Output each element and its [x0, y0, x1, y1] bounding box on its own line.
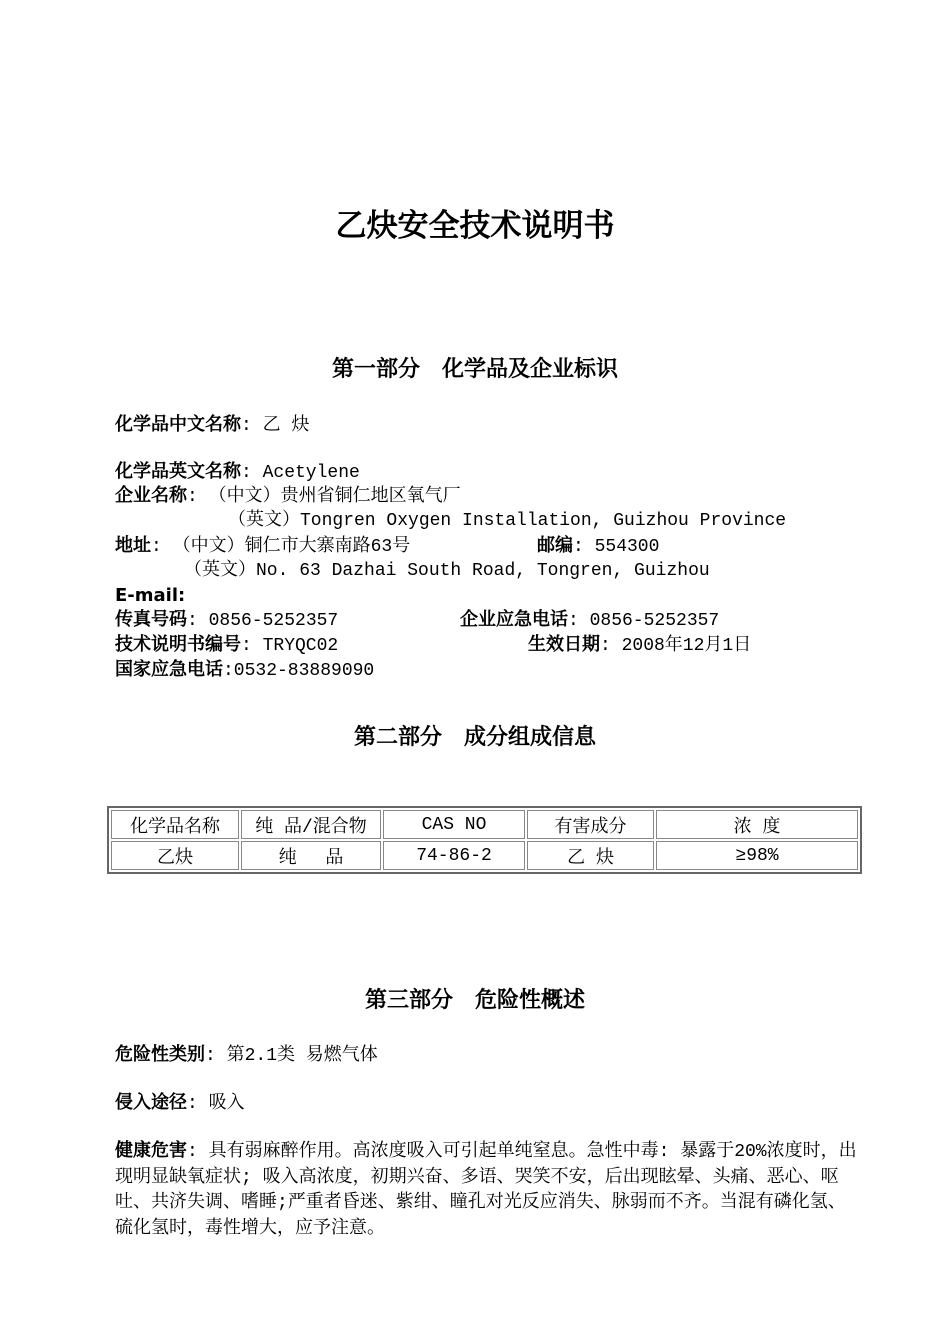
document-title: 乙炔安全技术说明书 [335, 208, 615, 244]
en-name-value: : Acetylene [241, 463, 360, 483]
emergency-label: 企业应急电话 [460, 609, 568, 630]
fax-line [115, 608, 338, 633]
table-cell: 乙炔 [111, 841, 239, 870]
address-cn-value: : （中文）铜仁市大寨南路63号 [151, 537, 411, 557]
spec-no-line [115, 633, 338, 658]
national-emergency-line [115, 658, 374, 683]
national-emergency-value: :0532-83889090 [223, 661, 375, 681]
table-header-cell: CAS NO [383, 810, 525, 839]
section-1-title: 第一部分 化学品及企业标识 [331, 357, 618, 382]
section-2-title: 第二部分 成分组成信息 [353, 725, 596, 750]
table-header-cell: 有害成分 [527, 810, 654, 839]
spec-no-label: 技术说明书编号 [115, 634, 241, 655]
national-emergency-label: 国家应急电话 [115, 659, 223, 680]
table-cell: ≥98% [656, 841, 858, 870]
table-header-cell: 纯 品/混合物 [241, 810, 381, 839]
section-3-title: 第三部分 危险性概述 [364, 988, 585, 1013]
health-hazard-paragraph [115, 1139, 860, 1241]
address-label: 地址 [115, 535, 151, 556]
hazard-class-value: : 第2.1类 易燃气体 [205, 1046, 378, 1066]
postcode-label: 邮编 [537, 535, 573, 556]
postcode-line [537, 534, 659, 559]
spec-no-value: : TRYQC02 [241, 636, 339, 656]
health-hazard-value: : 具有弱麻醉作用。高浓度吸入可引起单纯窒息。急性中毒: 暴露于20%浓度时，出现明显缺氧症状; 吸入高浓度，初期兴奋、多语、哭笑不安，后出现眩晕、头痛、恶心、呕吐、共济失调、嗜睡;严重者昏迷、紫绀、瞳孔对光反应消失、脉弱而不齐。当混有磷化氢、硫化氢时，毒性增大，应予注意。 [115, 1142, 857, 1239]
address-en-value: （英文）No. 63 Dazhai South Road, Tongren, Guizhou [184, 561, 710, 581]
cn-name-label: 化学品中文名称 [115, 414, 241, 435]
table-row [111, 841, 858, 870]
effective-date-label: 生效日期 [528, 634, 600, 655]
table-cell: 乙 炔 [527, 841, 654, 870]
composition-table [107, 806, 862, 874]
cn-name-value: : 乙 炔 [241, 416, 310, 436]
postcode-value: : 554300 [573, 537, 660, 557]
address-line [115, 534, 410, 559]
company-label: 企业名称 [115, 485, 187, 506]
email-label: E-mail: [115, 585, 186, 606]
table-header-cell: 浓 度 [656, 810, 858, 839]
cn-name-line [115, 413, 309, 438]
emergency-value: : 0856-5252357 [568, 611, 720, 631]
table-cell: 74-86-2 [383, 841, 525, 870]
company-line [115, 484, 461, 509]
fax-value: : 0856-5252357 [187, 611, 339, 631]
hazard-class-line [115, 1043, 378, 1068]
hazard-class-label: 危险性类别 [115, 1044, 205, 1065]
table-cell: 纯 品 [241, 841, 381, 870]
table-header-row [111, 810, 858, 839]
emergency-line [460, 608, 719, 633]
fax-label: 传真号码 [115, 609, 187, 630]
company-cn-value: : （中文）贵州省铜仁地区氧气厂 [187, 487, 461, 507]
route-label: 侵入途径 [115, 1092, 187, 1113]
health-hazard-label: 健康危害 [115, 1140, 187, 1161]
route-line [115, 1091, 245, 1116]
table-header-cell: 化学品名称 [111, 810, 239, 839]
company-en-value: （英文）Tongren Oxygen Installation, Guizhou Province [228, 511, 787, 531]
en-name-line [115, 460, 360, 485]
effective-date-value: : 2008年12月1日 [600, 636, 752, 656]
route-value: : 吸入 [187, 1094, 245, 1114]
effective-date-line [528, 633, 751, 658]
en-name-label: 化学品英文名称 [115, 461, 241, 482]
